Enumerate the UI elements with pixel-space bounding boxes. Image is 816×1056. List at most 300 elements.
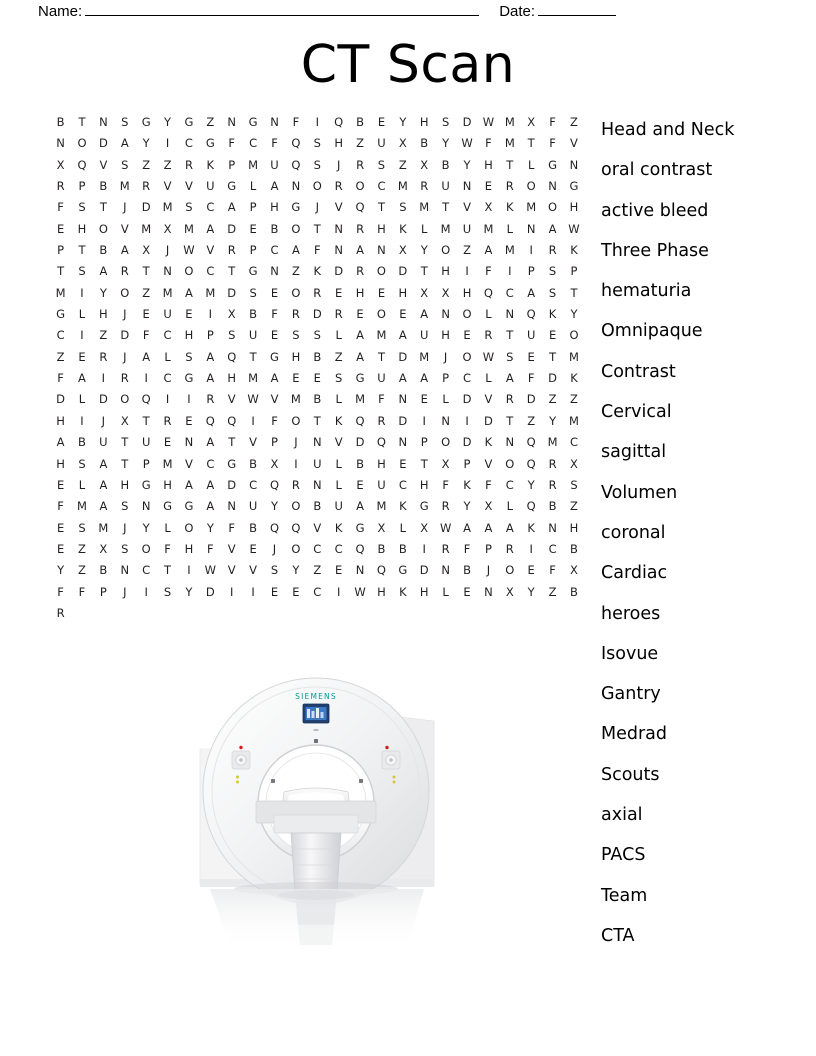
grid-cell[interactable]: W	[482, 115, 495, 129]
grid-cell[interactable]: S	[78, 456, 86, 471]
grid-cell[interactable]: V	[206, 243, 215, 258]
grid-cell[interactable]: R	[291, 477, 301, 492]
grid-cell[interactable]: D	[98, 136, 108, 151]
grid-cell[interactable]: S	[548, 264, 557, 279]
word-list-item[interactable]: Cardiac	[601, 563, 668, 584]
grid-cell[interactable]: R	[548, 243, 557, 258]
word-list-item[interactable]: oral contrast	[601, 160, 713, 181]
grid-cell[interactable]: E	[56, 541, 65, 556]
grid-cell[interactable]: G	[419, 499, 429, 514]
grid-cell[interactable]: M	[376, 499, 387, 514]
grid-cell[interactable]: K	[570, 243, 578, 258]
grid-cell[interactable]: I	[294, 456, 298, 471]
grid-cell[interactable]: D	[312, 307, 322, 322]
grid-cell[interactable]: G	[270, 349, 280, 364]
grid-cell[interactable]: T	[570, 285, 578, 300]
grid-cell[interactable]: H	[419, 584, 429, 599]
grid-cell[interactable]: T	[506, 157, 514, 172]
grid-cell[interactable]: I	[144, 584, 149, 599]
grid-cell[interactable]: H	[99, 307, 108, 322]
grid-cell[interactable]: D	[526, 392, 536, 407]
grid-cell[interactable]: K	[399, 499, 407, 514]
grid-cell[interactable]: C	[206, 456, 215, 471]
grid-cell[interactable]: I	[422, 413, 427, 428]
word-list-item[interactable]: heroes	[601, 603, 661, 624]
grid-cell[interactable]: X	[377, 520, 386, 535]
grid-cell[interactable]: R	[206, 392, 215, 407]
grid-cell[interactable]: M	[504, 243, 515, 258]
grid-cell[interactable]: J	[315, 200, 320, 215]
grid-cell[interactable]: G	[569, 179, 579, 194]
grid-cell[interactable]: L	[485, 371, 492, 386]
grid-cell[interactable]: R	[334, 307, 343, 322]
grid-cell[interactable]: C	[184, 136, 194, 151]
grid-cell[interactable]: F	[485, 136, 492, 151]
grid-cell[interactable]: P	[442, 371, 450, 386]
grid-cell[interactable]: F	[271, 413, 279, 428]
grid-cell[interactable]: G	[184, 115, 194, 129]
grid-cell[interactable]: I	[80, 328, 84, 343]
grid-cell[interactable]: M	[376, 328, 387, 343]
grid-cell[interactable]: F	[57, 371, 65, 386]
grid-cell[interactable]: M	[162, 200, 173, 215]
grid-cell[interactable]: T	[78, 115, 86, 129]
grid-cell[interactable]: E	[463, 328, 471, 343]
grid-cell[interactable]: I	[422, 541, 427, 556]
grid-cell[interactable]: Q	[376, 563, 387, 578]
grid-cell[interactable]: R	[377, 413, 386, 428]
grid-cell[interactable]: H	[270, 200, 280, 215]
grid-cell[interactable]: J	[294, 435, 298, 450]
grid-cell[interactable]: N	[227, 115, 237, 129]
grid-cell[interactable]: V	[185, 456, 194, 471]
grid-cell[interactable]: Y	[185, 584, 193, 599]
grid-cell[interactable]: A	[206, 221, 215, 236]
grid-cell[interactable]: G	[355, 371, 365, 386]
grid-cell[interactable]: K	[527, 520, 536, 535]
grid-cell[interactable]: I	[80, 285, 84, 300]
grid-cell[interactable]: H	[462, 285, 472, 300]
grid-cell[interactable]: S	[548, 285, 557, 300]
grid-cell[interactable]: T	[249, 349, 257, 364]
grid-cell[interactable]: N	[334, 221, 344, 236]
grid-cell[interactable]: P	[249, 200, 257, 215]
grid-cell[interactable]: Y	[164, 115, 172, 129]
grid-cell[interactable]: C	[313, 541, 322, 556]
grid-cell[interactable]: Y	[549, 413, 557, 428]
grid-cell[interactable]: B	[398, 541, 407, 556]
grid-cell[interactable]: I	[230, 584, 234, 599]
grid-cell[interactable]: E	[56, 520, 65, 535]
grid-cell[interactable]: B	[56, 115, 65, 129]
grid-cell[interactable]: O	[312, 179, 323, 194]
grid-cell[interactable]: A	[420, 307, 429, 322]
grid-cell[interactable]: Z	[463, 243, 472, 258]
grid-cell[interactable]: K	[313, 264, 322, 279]
grid-cell[interactable]: G	[355, 520, 365, 535]
grid-cell[interactable]: W	[568, 221, 580, 236]
grid-cell[interactable]: D	[419, 563, 429, 578]
grid-cell[interactable]: W	[247, 392, 259, 407]
grid-cell[interactable]: A	[120, 136, 129, 151]
grid-cell[interactable]: N	[548, 179, 558, 194]
grid-cell[interactable]: A	[56, 435, 65, 450]
grid-cell[interactable]: J	[165, 243, 170, 258]
word-list-item[interactable]: Contrast	[601, 361, 676, 382]
grid-cell[interactable]: P	[463, 456, 471, 471]
grid-cell[interactable]: W	[354, 584, 366, 599]
grid-cell[interactable]: S	[506, 349, 514, 364]
grid-cell[interactable]: M	[290, 392, 302, 407]
grid-cell[interactable]: T	[313, 221, 321, 236]
grid-cell[interactable]: G	[248, 115, 258, 129]
grid-cell[interactable]: U	[334, 499, 344, 514]
grid-cell[interactable]: A	[142, 349, 151, 364]
grid-cell[interactable]: Z	[356, 136, 365, 151]
grid-cell[interactable]: H	[77, 221, 87, 236]
grid-cell[interactable]: L	[164, 349, 171, 364]
grid-cell[interactable]: L	[506, 499, 514, 514]
grid-cell[interactable]: B	[99, 563, 108, 578]
grid-cell[interactable]: I	[529, 243, 534, 258]
grid-cell[interactable]: D	[141, 200, 151, 215]
grid-cell[interactable]: C	[206, 200, 215, 215]
grid-cell[interactable]: H	[120, 477, 130, 492]
grid-cell[interactable]: N	[141, 499, 151, 514]
grid-cell[interactable]: E	[527, 349, 536, 364]
grid-cell[interactable]: N	[56, 136, 66, 151]
grid-cell[interactable]: U	[377, 371, 386, 386]
grid-cell[interactable]: E	[249, 541, 257, 556]
grid-cell[interactable]: R	[548, 477, 557, 492]
grid-cell[interactable]: E	[270, 328, 279, 343]
grid-cell[interactable]: E	[56, 221, 65, 236]
grid-cell[interactable]: B	[377, 541, 386, 556]
grid-cell[interactable]: V	[185, 179, 194, 194]
grid-cell[interactable]: N	[184, 435, 194, 450]
grid-cell[interactable]: S	[163, 584, 172, 599]
grid-cell[interactable]: T	[549, 349, 557, 364]
grid-cell[interactable]: K	[206, 157, 215, 172]
grid-cell[interactable]: R	[356, 264, 365, 279]
grid-cell[interactable]: A	[463, 520, 472, 535]
grid-cell[interactable]: N	[227, 499, 237, 514]
grid-cell[interactable]: K	[484, 435, 493, 450]
grid-cell[interactable]: N	[462, 179, 472, 194]
grid-cell[interactable]: H	[377, 221, 386, 236]
grid-cell[interactable]: F	[78, 584, 86, 599]
grid-cell[interactable]: S	[78, 264, 86, 279]
grid-cell[interactable]: K	[399, 584, 407, 599]
grid-cell[interactable]: R	[505, 179, 514, 194]
grid-cell[interactable]: R	[56, 605, 65, 620]
grid-cell[interactable]: Q	[376, 435, 387, 450]
grid-cell[interactable]: A	[99, 477, 108, 492]
grid-cell[interactable]: E	[548, 328, 557, 343]
grid-cell[interactable]: T	[142, 413, 150, 428]
grid-cell[interactable]: B	[78, 435, 87, 450]
grid-cell[interactable]: M	[183, 221, 195, 236]
grid-cell[interactable]: C	[377, 179, 386, 194]
grid-cell[interactable]: E	[163, 435, 172, 450]
grid-cell[interactable]: L	[399, 520, 407, 535]
grid-cell[interactable]: A	[548, 221, 557, 236]
grid-cell[interactable]: Z	[398, 157, 407, 172]
grid-cell[interactable]: S	[121, 541, 129, 556]
grid-cell[interactable]: R	[548, 456, 557, 471]
grid-cell[interactable]: L	[335, 477, 343, 492]
grid-cell[interactable]: P	[206, 328, 214, 343]
grid-cell[interactable]: E	[270, 584, 279, 599]
grid-cell[interactable]: T	[121, 456, 129, 471]
grid-cell[interactable]: M	[77, 499, 88, 514]
grid-cell[interactable]: F	[142, 328, 150, 343]
grid-cell[interactable]: V	[163, 179, 172, 194]
grid-cell[interactable]: A	[99, 456, 108, 471]
grid-cell[interactable]: C	[548, 541, 557, 556]
grid-cell[interactable]: G	[141, 115, 151, 129]
grid-cell[interactable]: Z	[291, 264, 301, 279]
grid-cell[interactable]: K	[334, 413, 343, 428]
grid-cell[interactable]: L	[335, 328, 343, 343]
word-list-item[interactable]: sagittal	[601, 442, 667, 463]
grid-cell[interactable]: O	[441, 243, 451, 258]
grid-cell[interactable]: H	[484, 157, 493, 172]
grid-cell[interactable]: Z	[56, 349, 65, 364]
grid-cell[interactable]: V	[249, 563, 258, 578]
grid-cell[interactable]: L	[335, 456, 343, 471]
grid-cell[interactable]: N	[548, 520, 558, 535]
grid-cell[interactable]: L	[506, 221, 514, 236]
grid-cell[interactable]: E	[313, 371, 322, 386]
grid-cell[interactable]: S	[335, 371, 343, 386]
grid-cell[interactable]: L	[335, 392, 343, 407]
grid-cell[interactable]: T	[78, 243, 86, 258]
grid-cell[interactable]: N	[291, 179, 301, 194]
grid-cell[interactable]: A	[356, 499, 365, 514]
grid-cell[interactable]: T	[420, 456, 428, 471]
grid-cell[interactable]: F	[549, 563, 557, 578]
grid-cell[interactable]: O	[120, 392, 130, 407]
grid-cell[interactable]: Z	[206, 115, 215, 129]
grid-cell[interactable]: E	[78, 349, 86, 364]
grid-cell[interactable]: D	[334, 264, 344, 279]
grid-cell[interactable]: H	[377, 456, 386, 471]
grid-cell[interactable]: O	[441, 435, 451, 450]
grid-cell[interactable]: R	[163, 413, 172, 428]
grid-cell[interactable]: K	[463, 477, 471, 492]
grid-cell[interactable]: Z	[570, 499, 579, 514]
grid-cell[interactable]: A	[356, 328, 365, 343]
grid-cell[interactable]: O	[462, 307, 472, 322]
grid-cell[interactable]: C	[569, 435, 579, 450]
grid-cell[interactable]: C	[505, 285, 515, 300]
grid-cell[interactable]: V	[120, 221, 129, 236]
grid-cell[interactable]: I	[80, 413, 84, 428]
grid-cell[interactable]: G	[184, 371, 194, 386]
grid-cell[interactable]: Z	[570, 392, 579, 407]
grid-cell[interactable]: P	[78, 179, 86, 194]
grid-cell[interactable]: A	[206, 499, 215, 514]
grid-cell[interactable]: S	[78, 520, 86, 535]
word-list-item[interactable]: hematuria	[601, 281, 692, 302]
grid-cell[interactable]: Z	[163, 157, 172, 172]
grid-cell[interactable]: X	[527, 115, 536, 129]
grid-cell[interactable]: B	[99, 243, 108, 258]
grid-cell[interactable]: A	[484, 243, 493, 258]
grid-cell[interactable]: U	[141, 435, 151, 450]
grid-cell[interactable]: Z	[142, 285, 151, 300]
grid-cell[interactable]: O	[291, 285, 301, 300]
grid-cell[interactable]: B	[99, 179, 108, 194]
grid-cell[interactable]: L	[421, 221, 428, 236]
grid-cell[interactable]: R	[420, 179, 429, 194]
grid-cell[interactable]: K	[334, 520, 343, 535]
grid-cell[interactable]: Y	[463, 499, 471, 514]
grid-cell[interactable]: E	[484, 179, 493, 194]
grid-cell[interactable]: F	[164, 541, 172, 556]
grid-cell[interactable]: A	[185, 477, 194, 492]
grid-cell[interactable]: L	[78, 477, 86, 492]
grid-cell[interactable]: B	[441, 157, 450, 172]
grid-cell[interactable]: J	[272, 541, 277, 556]
grid-cell[interactable]: N	[398, 392, 408, 407]
grid-cell[interactable]: A	[206, 349, 215, 364]
grid-cell[interactable]: D	[227, 477, 237, 492]
grid-cell[interactable]: R	[356, 157, 365, 172]
grid-cell[interactable]: O	[376, 264, 387, 279]
grid-cell[interactable]: A	[270, 371, 279, 386]
grid-cell[interactable]: J	[123, 584, 127, 599]
grid-cell[interactable]: F	[228, 136, 236, 151]
grid-cell[interactable]: Z	[142, 157, 151, 172]
grid-cell[interactable]: V	[270, 392, 279, 407]
grid-cell[interactable]: Q	[355, 413, 365, 428]
grid-cell[interactable]: F	[57, 200, 65, 215]
grid-cell[interactable]: S	[185, 200, 193, 215]
grid-cell[interactable]: Q	[334, 115, 344, 129]
grid-cell[interactable]: F	[57, 584, 65, 599]
grid-cell[interactable]: T	[442, 200, 450, 215]
grid-cell[interactable]: Z	[99, 328, 108, 343]
grid-cell[interactable]: L	[249, 179, 257, 194]
grid-cell[interactable]: R	[334, 179, 343, 194]
grid-cell[interactable]: Q	[526, 307, 536, 322]
grid-cell[interactable]: E	[270, 285, 279, 300]
grid-cell[interactable]: E	[56, 477, 65, 492]
grid-cell[interactable]: I	[251, 413, 255, 428]
grid-cell[interactable]: T	[377, 349, 386, 364]
grid-cell[interactable]: I	[165, 392, 170, 407]
name-input-line[interactable]	[85, 2, 479, 16]
grid-cell[interactable]: Q	[269, 520, 280, 535]
grid-cell[interactable]: V	[484, 392, 493, 407]
grid-cell[interactable]: S	[399, 200, 407, 215]
grid-cell[interactable]: T	[506, 328, 514, 343]
grid-cell[interactable]: S	[377, 157, 386, 172]
grid-cell[interactable]: Y	[527, 477, 535, 492]
grid-cell[interactable]: D	[56, 392, 66, 407]
word-list-item[interactable]: active bleed	[601, 200, 709, 221]
grid-cell[interactable]: C	[313, 584, 322, 599]
grid-cell[interactable]: X	[120, 413, 129, 428]
grid-cell[interactable]: Q	[227, 349, 237, 364]
grid-cell[interactable]: T	[228, 435, 236, 450]
grid-cell[interactable]: Y	[57, 563, 65, 578]
grid-cell[interactable]: C	[249, 136, 258, 151]
grid-cell[interactable]: E	[185, 307, 193, 322]
grid-cell[interactable]: K	[506, 200, 514, 215]
grid-cell[interactable]: X	[163, 221, 172, 236]
grid-cell[interactable]: H	[419, 115, 429, 129]
grid-cell[interactable]: G	[227, 456, 237, 471]
grid-cell[interactable]: M	[98, 520, 109, 535]
grid-cell[interactable]: B	[548, 499, 557, 514]
grid-cell[interactable]: L	[78, 307, 86, 322]
word-list-item[interactable]: Volumen	[601, 482, 678, 503]
grid-cell[interactable]: A	[185, 285, 194, 300]
grid-cell[interactable]: A	[206, 435, 215, 450]
grid-cell[interactable]: C	[163, 328, 172, 343]
word-list-item[interactable]: PACS	[601, 845, 646, 866]
grid-cell[interactable]: P	[99, 584, 108, 599]
grid-cell[interactable]: U	[163, 307, 172, 322]
grid-cell[interactable]: S	[185, 349, 193, 364]
grid-cell[interactable]: I	[208, 307, 213, 322]
grid-cell[interactable]: F	[527, 371, 535, 386]
grid-cell[interactable]: R	[99, 349, 108, 364]
grid-cell[interactable]: A	[206, 371, 215, 386]
grid-cell[interactable]: M	[397, 179, 408, 194]
word-list-item[interactable]: Medrad	[601, 724, 668, 745]
date-input-line[interactable]	[538, 2, 616, 16]
grid-cell[interactable]: I	[144, 371, 149, 386]
grid-cell[interactable]: E	[185, 413, 193, 428]
grid-cell[interactable]: P	[142, 456, 150, 471]
word-list-item[interactable]: Head and Neck	[601, 120, 735, 140]
grid-cell[interactable]: E	[399, 307, 407, 322]
grid-cell[interactable]: D	[205, 584, 215, 599]
grid-cell[interactable]: R	[484, 328, 493, 343]
grid-cell[interactable]: J	[443, 349, 448, 364]
grid-cell[interactable]: X	[484, 200, 493, 215]
grid-cell[interactable]: I	[101, 371, 106, 386]
grid-cell[interactable]: F	[207, 541, 214, 556]
grid-cell[interactable]: P	[420, 435, 428, 450]
grid-cell[interactable]: U	[377, 477, 386, 492]
grid-cell[interactable]: H	[56, 456, 66, 471]
grid-cell[interactable]: U	[441, 179, 451, 194]
grid-cell[interactable]: E	[377, 285, 386, 300]
grid-cell[interactable]: O	[505, 563, 515, 578]
grid-cell[interactable]: Q	[483, 285, 494, 300]
grid-cell[interactable]: B	[313, 392, 322, 407]
grid-cell[interactable]: V	[334, 200, 343, 215]
grid-cell[interactable]: I	[508, 264, 512, 279]
grid-cell[interactable]: Q	[269, 477, 280, 492]
grid-cell[interactable]: Y	[270, 499, 279, 514]
grid-cell[interactable]: A	[356, 243, 365, 258]
grid-cell[interactable]: H	[334, 136, 344, 151]
grid-cell[interactable]: F	[442, 477, 450, 492]
grid-cell[interactable]: C	[398, 477, 408, 492]
word-list-item[interactable]: Gantry	[601, 684, 661, 705]
grid-cell[interactable]: O	[291, 541, 301, 556]
word-list-item[interactable]: Scouts	[601, 764, 660, 785]
grid-cell[interactable]: H	[441, 328, 451, 343]
grid-cell[interactable]: R	[441, 541, 450, 556]
grid-cell[interactable]: G	[291, 200, 301, 215]
